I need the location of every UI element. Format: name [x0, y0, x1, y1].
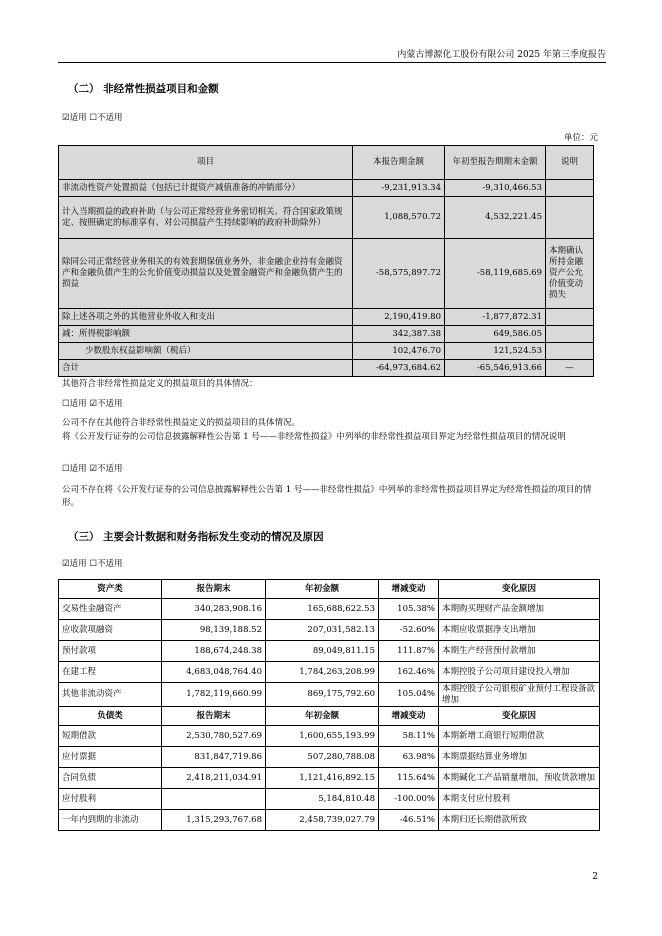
liability-name: 短期借款	[59, 726, 162, 747]
header-ytd: 年初至报告期期末金额	[445, 146, 546, 180]
liability-change: -46.51%	[379, 810, 439, 831]
unit-label: 单位：元	[563, 133, 598, 143]
liability-change: 115.64%	[379, 768, 439, 789]
asset-header-row	[59, 580, 600, 599]
asset-reason: 本期控股子公司银根矿业预付工程设备款增加	[439, 683, 600, 707]
asset-name: 交易性金融资产	[59, 599, 162, 620]
liability-header-change: 增减变动	[379, 707, 439, 726]
table-row	[59, 239, 594, 309]
row-note	[546, 326, 594, 343]
asset-begin: 207,031,582.13	[266, 620, 379, 641]
row-ytd: -65,546,913.66	[445, 360, 546, 377]
row-item: 除上述各项之外的其他营业外收入和支出	[59, 309, 353, 326]
liability-begin: 1,121,416,892.15	[266, 768, 379, 789]
row-ytd: -58,119,685.69	[445, 239, 546, 309]
asset-name: 其他非流动资产	[59, 683, 162, 707]
row-note	[546, 343, 594, 360]
row-current: -64,973,684.62	[353, 360, 445, 377]
changes-table	[58, 579, 600, 831]
applicable-checkbox-3: ☐适用 ☑不适用	[62, 464, 123, 474]
nonrecurring-table	[58, 145, 594, 377]
header-current: 本报告期金额	[353, 146, 445, 180]
row-ytd: -1,877,872.31	[445, 309, 546, 326]
row-note	[546, 309, 594, 326]
row-ytd: -9,310,466.53	[445, 180, 546, 197]
row-current: 2,190,419.80	[353, 309, 445, 326]
row-item: 除同公司正常经营业务相关的有效套期保值业务外，非金融企业持有金融资产和金融负债产生的公允价值变动损益以及处置金融资产和金融负债产生的损益	[59, 239, 353, 309]
asset-name: 预付款项	[59, 641, 162, 662]
table-row	[59, 197, 594, 239]
header-item: 项目	[59, 146, 353, 180]
asset-header-end: 报告期末	[162, 580, 266, 599]
page-number: 2	[592, 872, 598, 882]
table-row	[59, 309, 594, 326]
asset-reason: 本期购买理财产品金额增加	[439, 599, 600, 620]
asset-begin: 89,049,811.15	[266, 641, 379, 662]
liability-reason: 本期票据结算业务增加	[439, 747, 600, 768]
running-header: 内蒙古博源化工股份有限公司 2025 年第三季度报告	[397, 50, 606, 60]
row-item: 少数股东权益影响额（税后）	[59, 343, 353, 360]
liability-name: 应付股利	[59, 789, 162, 810]
liability-change: -100.00%	[379, 789, 439, 810]
asset-change: 105.04%	[379, 683, 439, 707]
asset-header-change: 增减变动	[379, 580, 439, 599]
row-ytd: 649,586.05	[445, 326, 546, 343]
asset-change: 162.46%	[379, 662, 439, 683]
row-item: 计入当期损益的政府补助（与公司正常经营业务密切相关、符合国家政策规定、按照确定的标准享有、对公司损益产生持续影响的政府补助除外）	[59, 197, 353, 239]
applicable-checkbox-1: ☑适用 ☐不适用	[62, 113, 123, 123]
liability-reason: 本期支付应付股利	[439, 789, 600, 810]
asset-end: 1,782,119,660.99	[162, 683, 266, 707]
row-item: 合计	[59, 360, 353, 377]
table-row	[59, 726, 600, 747]
row-note: —	[546, 360, 594, 377]
table-row	[59, 662, 600, 683]
liability-end: 2,530,780,527.69	[162, 726, 266, 747]
paragraph-other-items: 其他符合非经常性损益定义的损益项目的具体情况：	[62, 379, 258, 389]
table-row	[59, 599, 600, 620]
asset-begin: 1,784,263,208.99	[266, 662, 379, 683]
liability-begin: 5,184,810.48	[266, 789, 379, 810]
liability-reason: 本期碱化工产品销量增加，预收货款增加	[439, 768, 600, 789]
table-row	[59, 810, 600, 831]
asset-change: -52.60%	[379, 620, 439, 641]
liability-end	[162, 789, 266, 810]
applicable-checkbox-2: ☐适用 ☑不适用	[62, 399, 123, 409]
row-current: -58,575,897.72	[353, 239, 445, 309]
table-row-total	[59, 360, 594, 377]
row-note	[546, 197, 594, 239]
asset-reason: 本期控股子公司项目建设投入增加	[439, 662, 600, 683]
liability-begin: 507,280,788.08	[266, 747, 379, 768]
table-row	[59, 768, 600, 789]
asset-end: 4,683,048,764.40	[162, 662, 266, 683]
liability-header-end: 报告期末	[162, 707, 266, 726]
liability-change: 63.98%	[379, 747, 439, 768]
liability-change: 58.11%	[379, 726, 439, 747]
liability-reason: 本期归还长期借款所致	[439, 810, 600, 831]
row-current: 342,387.38	[353, 326, 445, 343]
liability-begin: 1,600,655,193.99	[266, 726, 379, 747]
row-current: 1,088,570.72	[353, 197, 445, 239]
paragraph-no-classification: 公司不存在将《公开发行证券的公司信息披露解释性公告第 1 号——非经常性损益》中列举的非经常性损益项目界定为经常性损益的项目的情形。	[62, 485, 592, 508]
asset-end: 98,139,188.52	[162, 620, 266, 641]
table-row	[59, 789, 600, 810]
liability-name: 一年内到期的非流动	[59, 810, 162, 831]
asset-end: 340,283,908.16	[162, 599, 266, 620]
liability-name: 应付票据	[59, 747, 162, 768]
asset-begin: 869,175,792.60	[266, 683, 379, 707]
asset-begin: 165,688,622.53	[266, 599, 379, 620]
paragraph-classification-note: 将《公开发行证券的公司信息披露解释性公告第 1 号——非经常性损益》中列举的非经常性损益项目界定为经常性损益项目的情况说明	[62, 432, 566, 442]
section-title-nonrecurring: （二） 非经常性损益项目和金额	[68, 83, 219, 95]
table-row	[59, 620, 600, 641]
asset-end: 188,674,248.38	[162, 641, 266, 662]
liability-header-reason: 变化原因	[439, 707, 600, 726]
asset-reason: 本期生产经营预付款增加	[439, 641, 600, 662]
liability-header-row	[59, 707, 600, 726]
liability-header-name: 负债类	[59, 707, 162, 726]
table-row	[59, 747, 600, 768]
table-row	[59, 180, 594, 197]
row-ytd: 121,524.53	[445, 343, 546, 360]
row-ytd: 4,532,221.45	[445, 197, 546, 239]
table-row	[59, 641, 600, 662]
asset-header-begin: 年初金额	[266, 580, 379, 599]
liability-begin: 2,458,739,027.79	[266, 810, 379, 831]
liability-end: 831,847,719.86	[162, 747, 266, 768]
asset-header-reason: 变化原因	[439, 580, 600, 599]
asset-change: 111.87%	[379, 641, 439, 662]
asset-header-name: 资产类	[59, 580, 162, 599]
table-row	[59, 683, 600, 707]
liability-reason: 本期新增工商银行短期借款	[439, 726, 600, 747]
row-current: -9,231,913.34	[353, 180, 445, 197]
row-note: 本期确认所持金融资产公允价值变动损失	[546, 239, 594, 309]
row-current: 102,476.70	[353, 343, 445, 360]
asset-name: 应收款项融资	[59, 620, 162, 641]
paragraph-no-other-items: 公司不存在其他符合非经常性损益定义的损益项目的具体情况。	[62, 418, 301, 428]
table-row	[59, 326, 594, 343]
asset-change: 105.38%	[379, 599, 439, 620]
row-item: 减：所得税影响额	[59, 326, 353, 343]
table-row	[59, 343, 594, 360]
liability-name: 合同负债	[59, 768, 162, 789]
section-title-changes: （三） 主要会计数据和财务指标发生变动的情况及原因	[68, 531, 324, 543]
header-rule	[58, 62, 606, 63]
asset-reason: 本期应收票据净支出增加	[439, 620, 600, 641]
table-header-row	[59, 146, 594, 180]
row-note	[546, 180, 594, 197]
header-note: 说明	[546, 146, 594, 180]
applicable-checkbox-4: ☑适用 ☐不适用	[62, 559, 123, 569]
asset-name: 在建工程	[59, 662, 162, 683]
liability-end: 2,418,211,034.91	[162, 768, 266, 789]
liability-end: 1,315,293,767.68	[162, 810, 266, 831]
liability-header-begin: 年初金额	[266, 707, 379, 726]
row-item: 非流动性资产处置损益（包括已计提资产减值准备的冲销部分）	[59, 180, 353, 197]
